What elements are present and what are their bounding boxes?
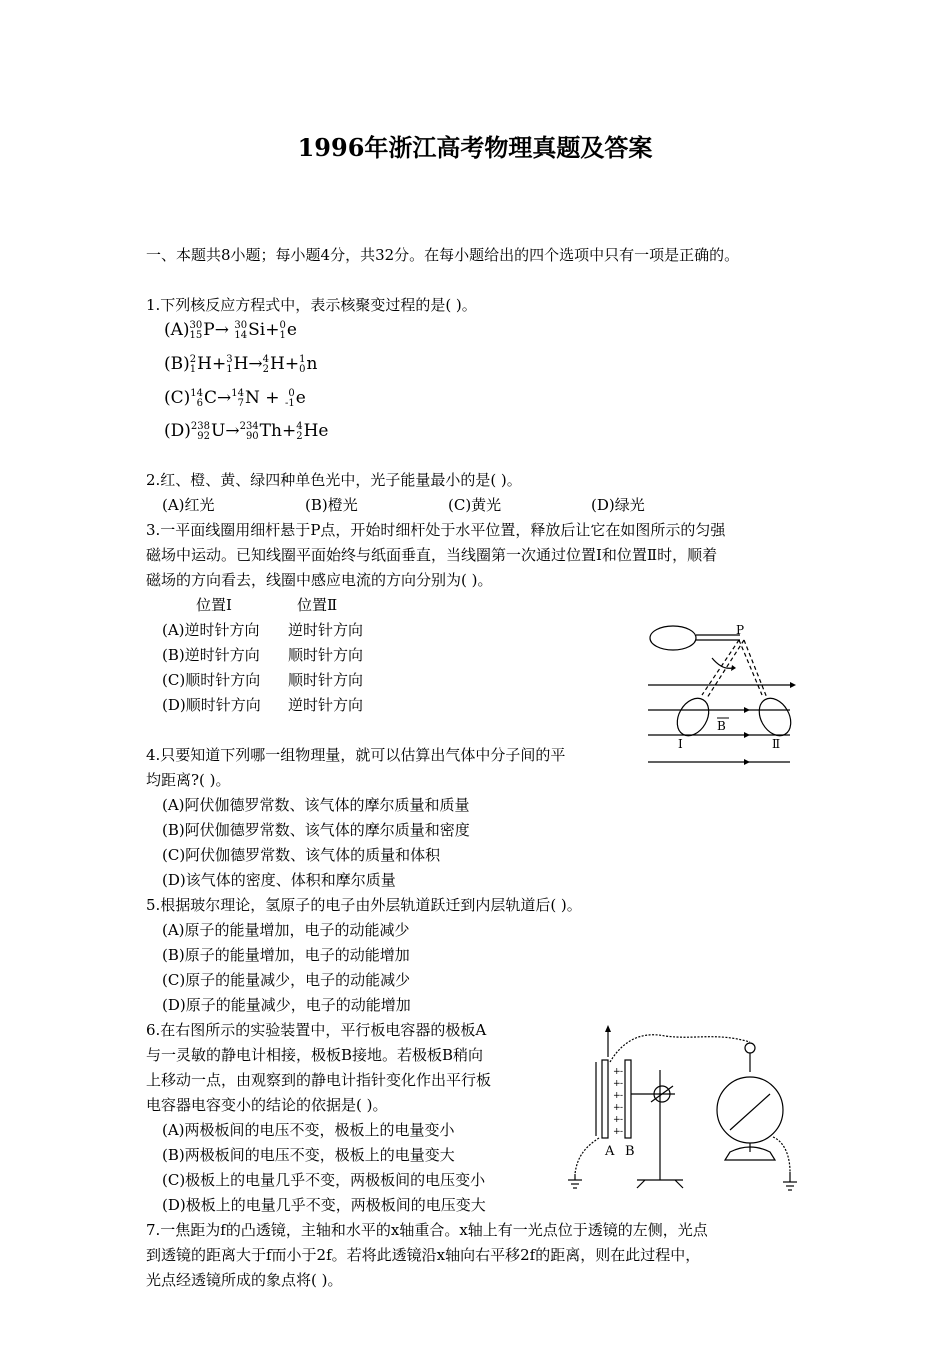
svg-text:+: + [613,1127,621,1137]
q6-option-c: (C)极板上的电量几乎不变，两极板间的电压变小 [162,1171,486,1189]
nuclide-h3: 3 1 [226,353,233,375]
field-arrow-icon [790,682,796,688]
nuclide-u238: 238 92 [190,420,210,442]
q3-option-d: (D)顺时针方向 [162,696,261,714]
q1-option-c-label: (C) [164,388,191,408]
nuclide-positron: 0 1 [279,319,286,341]
q2-option-c: (C)黄光 [448,496,502,514]
svg-text:+: + [613,1079,621,1089]
question-7-stem-line3: 光点经透镜所成的象点将( )。 [146,1271,343,1289]
q1-option-b: (B) 2 1 H+ 3 1 H→ 4 2 H+ 1 0 n [164,353,318,375]
q1-option-d-label: (D) [164,421,191,441]
arrow-icon: → [217,388,232,408]
q6-option-a: (A)两极板间的电压不变，极板上的电量变小 [162,1121,455,1139]
q3-option-a: (A)逆时针方向 [162,621,260,639]
q3-option-d-pos2: 逆时针方向 [288,696,364,714]
q5-option-d: (D)原子的能量减少，电子的动能增加 [162,996,411,1014]
label-plate-a: A [605,1144,615,1159]
q1-option-a: (A) 30 15 P→ 30 14 Si+ 0 1 e [164,319,297,341]
svg-text:-: - [620,1115,624,1125]
q6-capacitor-electrometer-figure [565,1022,810,1200]
q1-option-a-label: (A) [164,320,190,340]
nuclide-c14: 14 6 [190,387,204,409]
svg-text:-: - [620,1091,624,1101]
question-3-stem-line3: 磁场的方向看去，线圈中感应电流的方向分别为( )。 [146,571,493,589]
nuclide-h2: 2 1 [189,353,197,375]
q1-option-b-label: (B) [164,354,190,374]
q3-header-position-1: 位置Ⅰ [196,596,232,614]
arrow-icon: → [214,320,229,340]
q4-option-d: (D)该气体的密度、体积和摩尔质量 [162,871,396,889]
section-heading: 一、本题共8小题；每小题4分，共32分。在每小题给出的四个选项中只有一项是正确的。 [146,246,740,264]
q2-option-a: (A)红光 [162,496,215,514]
question-6-stem-line1: 6.在右图所示的实验装置中，平行板电容器的极板A [146,1021,487,1039]
coil-position-1 [671,693,715,742]
plate-a [602,1060,608,1138]
question-6-stem-line3: 上移动一点，由观察到的静电计指针变化作出平行板 [146,1071,492,1089]
question-3-stem-line2: 磁场中运动。已知线圈平面始终与纸面垂直，当线圈第一次通过位置Ⅰ和位置Ⅱ时，顺着 [146,546,718,564]
label-plate-b: B [625,1144,635,1159]
q3-option-b: (B)逆时针方向 [162,646,260,664]
q6-option-b: (B)两极板间的电压不变，极板上的电量变大 [162,1146,455,1164]
svg-text:-: - [620,1103,624,1113]
question-2-stem: 2.红、橙、黄、绿四种单色光中，光子能量最小的是( )。 [146,471,522,489]
arrow-icon: → [225,421,240,441]
field-arrow-icon [744,732,750,738]
question-4-stem-line1: 4.只要知道下列哪一组物理量，就可以估算出气体中分子间的平 [146,746,566,764]
label-position-2: Ⅱ [772,737,781,751]
q3-option-a-pos2: 逆时针方向 [288,621,364,639]
q5-option-c: (C)原子的能量减少，电子的动能减少 [162,971,411,989]
motion-arrow-icon [731,665,736,671]
q5-option-b: (B)原子的能量增加，电子的动能增加 [162,946,410,964]
nuclide-p30: 30 15 [189,319,203,341]
question-1-stem: 1.下列核反应方程式中，表示核聚变过程的是( )。 [146,296,477,314]
svg-text:+: + [613,1067,621,1077]
q3-coil-magnetic-field-figure [640,620,800,775]
svg-text:+: + [613,1091,621,1101]
nuclide-th234: 234 90 [239,420,259,442]
q3-option-c: (C)顺时针方向 [162,671,261,689]
q3-header-position-2: 位置Ⅱ [297,596,338,614]
q5-option-a: (A)原子的能量增加，电子的动能减少 [162,921,410,939]
question-4-stem-line2: 均距离?( )。 [146,771,231,789]
question-3-stem-line1: 3.一平面线圈用细杆悬于P点，开始时细杆处于水平位置，释放后让它在如图所示的匀强 [146,521,726,539]
svg-text:-: - [620,1067,624,1077]
q2-option-b: (B)橙光 [305,496,358,514]
q6-option-d: (D)极板上的电量几乎不变，两极板间的电压变大 [162,1196,486,1214]
svg-text:-: - [620,1079,624,1089]
plate-b [625,1060,631,1138]
svg-text:+: + [613,1103,621,1113]
coil-position-2 [753,693,797,742]
q1-option-d: (D) 238 92 U→ 234 90 Th+ 4 2 He [164,420,329,442]
nuclide-he4: 4 2 [296,420,303,442]
page-title: 1996年浙江高考物理真题及答案 [297,133,653,162]
svg-text:+: + [613,1115,621,1125]
q2-option-d: (D)绿光 [591,496,645,514]
svg-text:-: - [620,1127,624,1137]
q4-option-c: (C)阿伏伽德罗常数、该气体的质量和体积 [162,846,441,864]
question-7-stem-line1: 7.一焦距为f的凸透镜，主轴和水平的x轴重合。x轴上有一光点位于透镜的左侧，光点 [146,1221,708,1239]
coil-initial [650,626,696,650]
question-5-stem: 5.根据玻尔理论，氢原子的电子由外层轨道跃迁到内层轨道后( )。 [146,896,582,914]
label-b: B [717,719,726,733]
q3-option-c-pos2: 顺时针方向 [288,671,364,689]
field-arrow-icon [744,759,750,765]
q4-option-a: (A)阿伏伽德罗常数、该气体的摩尔质量和质量 [162,796,470,814]
label-position-1: Ⅰ [678,737,683,751]
nuclide-n14: 14 7 [231,387,245,409]
field-arrow-icon [744,707,750,713]
nuclide-n1: 1 0 [299,353,306,375]
arrow-icon: → [248,354,263,374]
question-6-stem-line2: 与一灵敏的静电计相接，极板B接地。若极板B稍向 [146,1046,484,1064]
q3-option-b-pos2: 顺时针方向 [288,646,364,664]
up-arrow-icon [605,1025,611,1032]
question-6-stem-line4: 电容器电容变小的结论的依据是( )。 [146,1096,388,1114]
electrometer-dial [717,1077,783,1143]
nuclide-si30: 30 14 [234,319,248,341]
question-7-stem-line2: 到透镜的距离大于f而小于2f。若将此透镜沿x轴向右平移2f的距离，则在此过程中， [146,1246,701,1264]
q4-option-b: (B)阿伏伽德罗常数、该气体的摩尔质量和密度 [162,821,470,839]
nuclide-electron: 0 -1 [284,387,295,409]
label-p: P [736,623,745,637]
q1-option-c: (C) 14 6 C→ 14 7 N + 0 -1 e [164,387,306,409]
nuclide-he4: 4 2 [262,353,270,375]
